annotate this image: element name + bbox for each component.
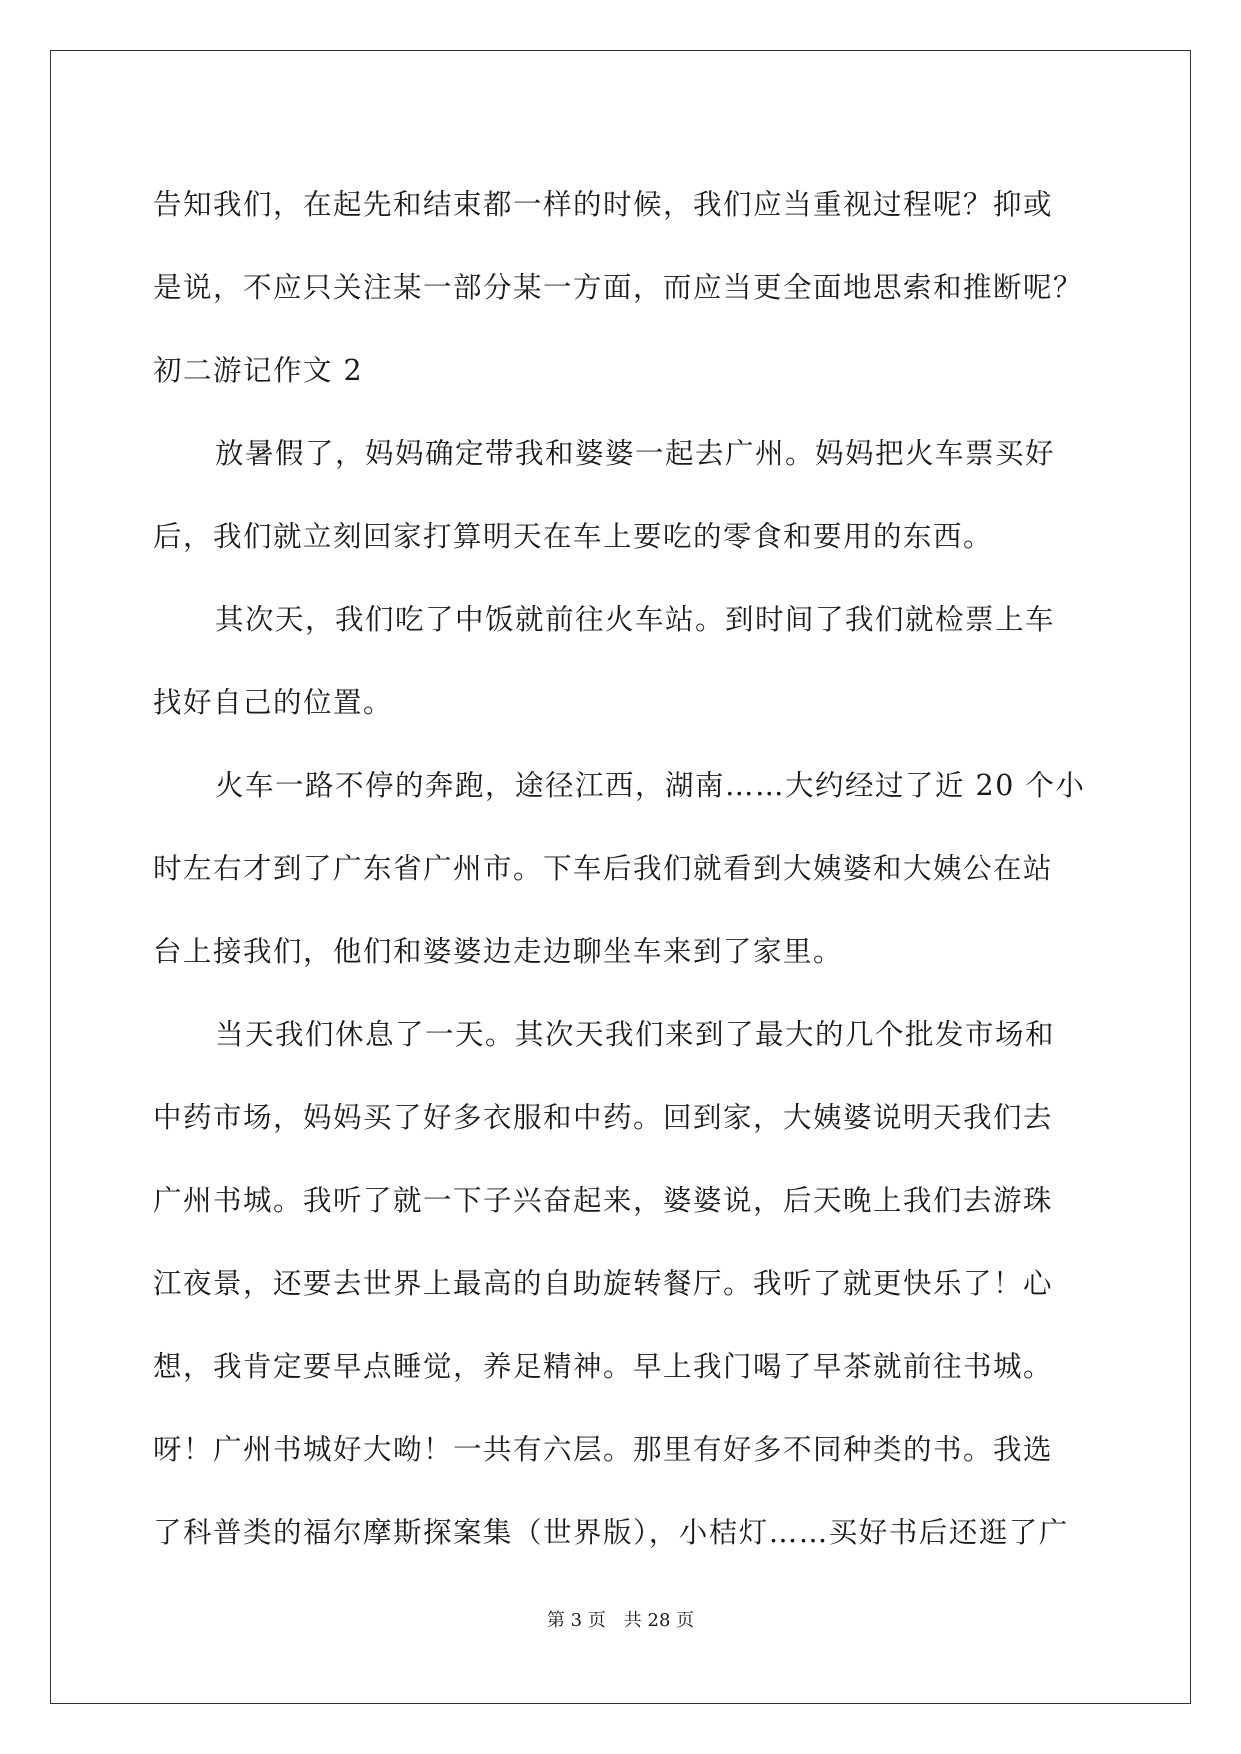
text-line: 后，我们就立刻回家打算明天在车上要吃的零食和要用的东西。 bbox=[153, 520, 994, 553]
paragraph-start-line: 当天我们休息了一天。其次天我们来到了最大的几个批发市场和 bbox=[215, 1018, 1056, 1051]
text-line: 找好自己的位置。 bbox=[153, 686, 394, 719]
paragraph-start-line: 火车一路不停的奔跑，途径江西，湖南……大约经过了近 20 个小 bbox=[215, 769, 1086, 802]
text-line: 是说，不应只关注某一部分某一方面，而应当更全面地思索和推断呢？ bbox=[153, 271, 1084, 304]
text-line: 中药市场，妈妈买了好多衣服和中药。回到家，大姨婆说明天我们去 bbox=[153, 1101, 1054, 1134]
text-line: 时左右才到了广东省广州市。下车后我们就看到大姨婆和大姨公在站 bbox=[153, 852, 1054, 885]
document-body bbox=[153, 163, 1093, 1574]
text-line: 想，我肯定要早点睡觉，养足精神。早上我门喝了早茶就前往书城。 bbox=[153, 1350, 1054, 1383]
text-line: 告知我们，在起先和结束都一样的时候，我们应当重视过程呢？抑或 bbox=[153, 188, 1054, 221]
text-line: 江夜景，还要去世界上最高的自助旋转餐厅。我听了就更快乐了！心 bbox=[153, 1267, 1054, 1300]
text-line: 了科普类的福尔摩斯探案集（世界版），小桔灯……买好书后还逛了广 bbox=[153, 1516, 1069, 1549]
paragraph-start-line: 其次天，我们吃了中饭就前往火车站。到时间了我们就检票上车 bbox=[215, 603, 1056, 636]
section-title: 初二游记作文 2 bbox=[153, 354, 364, 387]
text-line: 广州书城。我听了就一下子兴奋起来，婆婆说，后天晚上我们去游珠 bbox=[153, 1184, 1054, 1217]
text-line: 台上接我们，他们和婆婆边走边聊坐车来到了家里。 bbox=[153, 935, 844, 968]
text-line: 呀！广州书城好大呦！一共有六层。那里有好多不同种类的书。我选 bbox=[153, 1433, 1054, 1466]
page-number-footer: 第 3 页 共 28 页 bbox=[546, 1610, 695, 1631]
paragraph-start-line: 放暑假了，妈妈确定带我和婆婆一起去广州。妈妈把火车票买好 bbox=[215, 437, 1056, 470]
